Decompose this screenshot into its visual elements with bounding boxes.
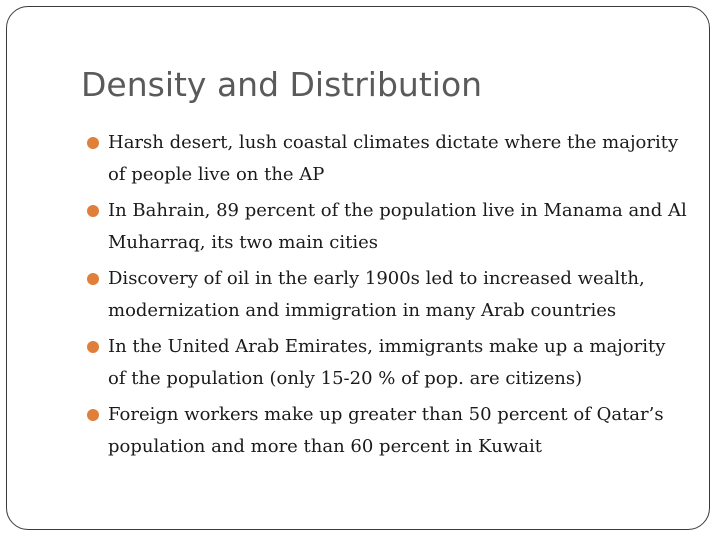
- bullet-dot-icon: [87, 137, 99, 149]
- bullet-item: [87, 263, 687, 326]
- bullet-item: [87, 399, 687, 462]
- bullet-text: In the United Arab Emirates, immigrants make up a majority of the population (only 15-20 % of pop. are citizens): [108, 336, 666, 389]
- bullet-text: Harsh desert, lush coastal climates dictate where the majority of people live on the AP: [108, 132, 679, 185]
- bullet-text: Discovery of oil in the early 1900s led to increased wealth, modernization and immigration in many Arab countries: [108, 268, 645, 321]
- slide-frame: [6, 6, 710, 530]
- bullet-dot-icon: [87, 409, 99, 421]
- bullet-item: [87, 195, 687, 258]
- bullet-dot-icon: [87, 273, 99, 285]
- bullet-text: In Bahrain, 89 percent of the population live in Manama and Al Muharraq, its two main cities: [108, 200, 687, 253]
- bullet-text: Foreign workers make up greater than 50 percent of Qatar’s population and more than 60 percent in Kuwait: [108, 404, 664, 457]
- bullet-list: [87, 127, 687, 467]
- bullet-item: [87, 331, 687, 394]
- bullet-item: [87, 127, 687, 190]
- bullet-dot-icon: [87, 205, 99, 217]
- bullet-dot-icon: [87, 341, 99, 353]
- slide-title: Density and Distribution: [81, 65, 483, 104]
